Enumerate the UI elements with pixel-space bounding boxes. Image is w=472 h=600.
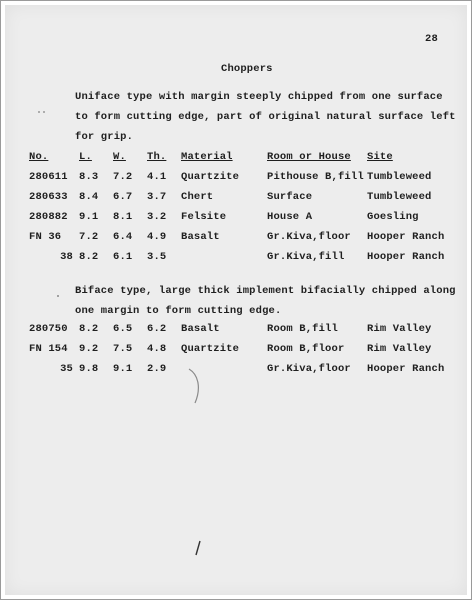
cell-no: 280750 [29, 323, 68, 335]
cell-site: Hooper Ranch [367, 231, 445, 243]
cell-room: Gr.Kiva,floor [267, 231, 351, 243]
cell-no: 280611 [29, 171, 68, 183]
cell-room: Pithouse B,fill [267, 171, 364, 183]
cell-thickness: 3.7 [147, 191, 167, 203]
cell-length: 9.8 [79, 363, 99, 375]
cell-room: Gr.Kiva,fill [267, 251, 345, 263]
pencil-tick [193, 539, 203, 557]
cell-site: Goesling [367, 211, 419, 223]
cell-length: 8.2 [79, 323, 99, 335]
cell-site: Rim Valley [367, 343, 432, 355]
cell-room: Gr.Kiva,floor [267, 363, 351, 375]
table-row [5, 171, 467, 189]
cell-room: House A [267, 211, 313, 223]
cell-length: 7.2 [79, 231, 99, 243]
cell-length: 8.3 [79, 171, 99, 183]
cell-material: Quartzite [181, 343, 240, 355]
cell-site: Hooper Ranch [367, 363, 445, 375]
header-length: L. [79, 151, 92, 163]
table-row [5, 343, 467, 361]
header-material: Material [181, 151, 233, 163]
uniface-intro-line-1: Uniface type with margin steeply chipped from one surface [75, 91, 443, 103]
cell-no: FN 36 [29, 231, 62, 243]
cell-material: Felsite [181, 211, 227, 223]
table-row [5, 231, 467, 249]
cell-width: 9.1 [113, 363, 133, 375]
table-row [5, 363, 467, 381]
cell-material: Quartzite [181, 171, 240, 183]
cell-site: Rim Valley [367, 323, 432, 335]
table-row [5, 251, 467, 269]
cell-thickness: 4.9 [147, 231, 167, 243]
cell-length: 9.2 [79, 343, 99, 355]
header-site: Site [367, 151, 393, 163]
page-number: 28 [425, 33, 438, 45]
cell-material: Basalt [181, 231, 220, 243]
cell-width: 6.5 [113, 323, 133, 335]
header-width: W. [113, 151, 126, 163]
table-row [5, 191, 467, 209]
header-room-or-house: Room or House [267, 151, 351, 163]
cell-width: 7.5 [113, 343, 133, 355]
cell-room: Room B,floor [267, 343, 345, 355]
cell-site: Hooper Ranch [367, 251, 445, 263]
cell-thickness: 3.2 [147, 211, 167, 223]
uniface-intro-line-3: for grip. [75, 131, 134, 143]
typed-page [5, 5, 467, 595]
cell-site: Tumbleweed [367, 191, 432, 203]
pencil-mark [185, 367, 209, 407]
cell-width: 7.2 [113, 171, 133, 183]
header-no: No. [29, 151, 49, 163]
cell-thickness: 4.8 [147, 343, 167, 355]
margin-speck [37, 109, 47, 115]
cell-material: Basalt [181, 323, 220, 335]
cell-no: 280882 [29, 211, 68, 223]
cell-no: 35 [60, 363, 73, 375]
table-row [5, 323, 467, 341]
cell-material: Chert [181, 191, 214, 203]
cell-no: 280633 [29, 191, 68, 203]
cell-site: Tumbleweed [367, 171, 432, 183]
cell-no: 38 [60, 251, 73, 263]
header-thickness: Th. [147, 151, 167, 163]
page-title: Choppers [221, 63, 273, 75]
cell-length: 9.1 [79, 211, 99, 223]
cell-length: 8.4 [79, 191, 99, 203]
cell-thickness: 4.1 [147, 171, 167, 183]
cell-width: 6.4 [113, 231, 133, 243]
cell-length: 8.2 [79, 251, 99, 263]
table-row [5, 211, 467, 229]
cell-room: Room B,fill [267, 323, 338, 335]
uniface-intro-line-2: to form cutting edge, part of original natural surface left [75, 111, 456, 123]
margin-speck [55, 293, 61, 299]
cell-thickness: 3.5 [147, 251, 167, 263]
table-header-row [5, 151, 467, 169]
biface-intro-line-2: one margin to form cutting edge. [75, 305, 282, 317]
cell-thickness: 2.9 [147, 363, 167, 375]
cell-room: Surface [267, 191, 313, 203]
cell-no: FN 154 [29, 343, 68, 355]
cell-width: 6.7 [113, 191, 133, 203]
cell-width: 8.1 [113, 211, 133, 223]
cell-thickness: 6.2 [147, 323, 167, 335]
biface-intro-line-1: Biface type, large thick implement bifacially chipped along [75, 285, 456, 297]
cell-width: 6.1 [113, 251, 133, 263]
